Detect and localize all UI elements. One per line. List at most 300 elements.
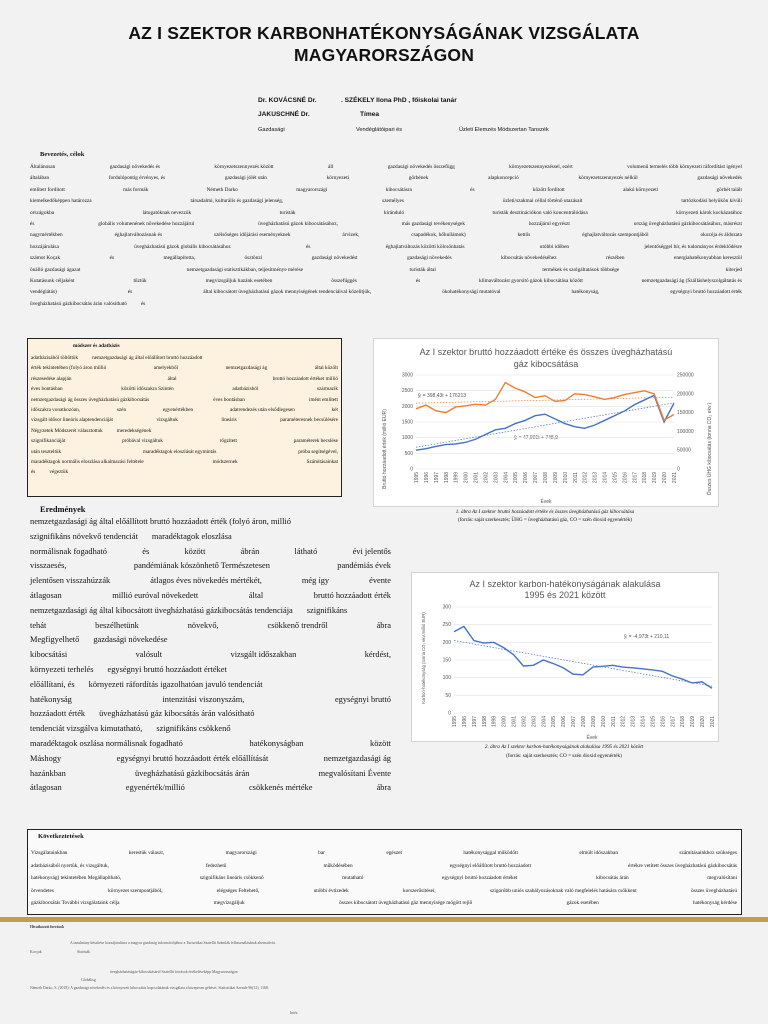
intro-segment: társadalmi, kulturális és gazdasági jelenség, [190, 198, 284, 205]
intro-segment: áll [328, 164, 334, 170]
chart-1-x-tick: 2018 [642, 471, 649, 484]
chart-2-x-tick: 2018 [680, 715, 687, 728]
intro-segment: turisták desztinációkon való koncentrálódása [492, 209, 588, 216]
intro-segment: egységnyi bruttó hozzáadott érték [670, 289, 742, 296]
intro-segment: látogatóknak nevezzük [142, 209, 192, 216]
results-segment: környezeti terhelés [30, 664, 94, 674]
intro-segment: Németh Darko [206, 186, 238, 193]
intro-segment: nagymértékben [30, 232, 63, 239]
chart-1-x-tick: 2002 [483, 471, 490, 484]
method-box [27, 338, 342, 497]
intro-segment: hozzájárul egyrészt [528, 221, 570, 228]
intro-segment: görbét talált [716, 186, 742, 193]
intro-segment: üvegházhatású gázkibocsátás árán valósítható [30, 300, 127, 307]
intro-segment: más formák [123, 186, 149, 193]
conclusions-segment: megvizsgáljuk [213, 900, 245, 907]
results-line [30, 707, 391, 722]
chart-2-y-tick: 0 [448, 710, 451, 717]
method-segment: és [31, 469, 36, 476]
method-line [31, 415, 338, 425]
chart-2-x-tick: 2014 [640, 715, 647, 728]
results-segment: üvegházhatású gázkibocsátás árán [135, 768, 250, 778]
intro-segment: környezetszennyezés között [214, 164, 274, 170]
method-segment: éves bontásban [213, 396, 245, 403]
chart-2-x-tick: 2004 [541, 715, 548, 728]
footnote-1: A tanulmány készítése hozzájárulásra a magyar gazdaság információjához a Turisztikai Szatellit Számlák felhasználásának alternatívái. [70, 941, 276, 945]
chart-1-x-tick: 2013 [592, 471, 599, 484]
intro-segment: volumenű termelés több környezeti ráfordítást igényel [627, 164, 742, 170]
intro-segment: üvegházhatású gázok globális kibocsátásához [134, 243, 231, 250]
results-line [30, 619, 391, 634]
chart-2-x-tick: 2009 [590, 715, 597, 728]
chart-1-caption-1: 1. ábra Az I szektor bruttó hozzáadott értéke és összes üvegházhatású gáz kibocsátása [455, 509, 635, 515]
chart-1-right-tick: 100000 [677, 428, 694, 435]
results-segment: szignifikáns növekvő tendenciát [30, 531, 138, 541]
chart-1-x-tick: 1996 [423, 471, 430, 484]
results-segment: maradéktagok oszlása normálisnak fogadható [30, 738, 183, 748]
results-segment: millió euróval növekedett [112, 590, 199, 600]
results-segment: egységnyi bruttó [334, 694, 391, 704]
conclusions-text [31, 847, 737, 910]
chart-1-x-tick: 2017 [632, 471, 639, 484]
chart-1-x-tick: 1997 [433, 471, 440, 484]
method-segment: nemzetgazdasági ág [225, 365, 268, 372]
results-segment: átlagosan [30, 590, 62, 600]
chart-2-x-tick: 2015 [650, 715, 657, 728]
results-line [30, 678, 391, 693]
intro-segment: tartózkodási helyükön kívüli [681, 198, 742, 205]
intro-segment: árvizek, [342, 232, 360, 239]
conclusions-line [31, 897, 737, 910]
chart-2-x-tick: 2013 [630, 715, 637, 728]
method-line [31, 384, 338, 394]
results-line [30, 604, 391, 619]
intro-line [30, 276, 742, 287]
chart-1-x-tick: 2004 [503, 471, 510, 484]
results-segment: szignifikáns [306, 605, 348, 615]
results-line [30, 693, 391, 708]
method-segment: végeztük [49, 469, 69, 476]
chart-1-eq-2: ŷᵢ = 47,901t + 748,9 [514, 435, 558, 441]
method-segment: vizsgált idősor lineáris alaptendenciáját [31, 417, 113, 424]
results-segment: maradéktagok eloszlása [151, 531, 232, 541]
chart-2-x-tick: 2008 [581, 715, 587, 728]
intro-segment: ökohatékonysági mutatóval [442, 289, 501, 296]
chart-1-x-tick: 2019 [652, 471, 659, 484]
results-segment: hatékonyságban [249, 738, 304, 748]
chart-2-x-tick: 1995 [452, 715, 458, 728]
method-segment: egyenértékben [162, 407, 194, 414]
conclusions-segment: számításainkhoz szükséges [679, 850, 737, 856]
method-line [31, 467, 338, 477]
chart-2-x-tick: 1997 [471, 715, 478, 728]
results-line [30, 737, 391, 752]
intro-heading: Bevezetés, célok [40, 151, 85, 158]
results-segment: bruttó hozzáadott érték [313, 590, 391, 600]
chart-1-x-tick: 1998 [443, 471, 450, 484]
chart-1-x-tick: 2010 [562, 471, 569, 484]
results-segment: tendenciát vizsgálva kimutatható, [30, 724, 143, 734]
results-segment: évente [369, 576, 391, 586]
results-text [30, 515, 391, 796]
intro-segment: kettős [517, 232, 531, 239]
method-segment: meredekségének [116, 427, 152, 434]
results-segment: normálisnak fogadható [30, 546, 107, 556]
conclusions-segment: hatékonyság kérdése [693, 900, 737, 907]
conclusions-segment: hatékonysággal működött [463, 850, 518, 856]
method-segment: Számításainkat [306, 459, 338, 466]
conclusions-segment: szignifikáns lineáris csökkenő [199, 875, 264, 882]
results-segment: környezeti ráfordítás igazolhatóan javuló tendenciát [88, 679, 263, 689]
chart-2-caption-1: 2. ábra Az I szektor karbon-hatékonyságának alakulása 1995 és 2021 között [484, 744, 644, 750]
conclusions-segment: mutatható [342, 875, 364, 882]
chart-1-right-tick: 0 [677, 466, 680, 473]
intro-segment: számot Koçak [30, 255, 61, 262]
intro-segment: éghajlatváltozás közötti kölcsönhatás [385, 243, 465, 250]
intro-segment: kibocsátásra [385, 186, 412, 193]
results-segment: kérdést, [364, 650, 391, 660]
intro-segment: Általánosan [30, 164, 56, 170]
intro-segment: vendéglátás) [30, 289, 57, 296]
results-line [30, 722, 391, 737]
results-segment: között [184, 546, 206, 556]
conclusions-segment: utóbbi évtizedek [313, 887, 349, 894]
intro-segment: üvegházhatású gázok kibocsátásához, [258, 221, 338, 228]
intro-segment: görbének [408, 175, 429, 182]
results-line [30, 559, 391, 574]
intro-segment: utóbbi időben [539, 243, 570, 250]
method-segment: paraméteresnek becsülésére [280, 417, 338, 424]
method-segment: nemzetgazdasági ág által előállított bruttó hozzáadott [92, 355, 203, 361]
results-line [30, 663, 391, 678]
intro-segment: kiránduló [383, 209, 405, 216]
method-segment: szignifikanciáját [31, 438, 66, 445]
chart-1-x-tick: 1995 [414, 471, 420, 484]
chart-1-ylabel-right: Összes ÜHG kibocsátás (tonna CO₂ ekv.) [707, 402, 713, 496]
chart-2-caption-2 [411, 753, 717, 759]
results-segment: hozzáadott érték [30, 709, 86, 719]
intro-line [30, 230, 742, 241]
chart-2-x-tick: 2003 [531, 715, 538, 728]
chart-2-x-tick: 2001 [511, 715, 518, 728]
intro-segment: és [140, 300, 146, 307]
author-3: JAKUSCHNÉ Dr. [258, 111, 310, 118]
method-segment: imént említett [309, 396, 338, 403]
conclusions-segment: korszerűsítései, [402, 887, 436, 894]
intro-segment: kiemelkedőképpen határozza [30, 198, 92, 205]
conclusions-segment: megvalósítani [707, 875, 737, 882]
intro-segment: fordulópontig érvényes, és [108, 175, 166, 182]
chart-1-left-tick: 0 [410, 466, 413, 473]
chart-2-ylabel: Karbon-hatékonyság (tonna CO₂ ekv./millió EUR) [421, 612, 426, 704]
method-line [31, 395, 338, 405]
author-4: Tímea [360, 111, 380, 118]
method-line [31, 426, 338, 436]
intro-segment: energiahatékonyabban keresztül [673, 255, 742, 262]
conclusions-segment: magyarországi [225, 850, 257, 856]
title-line-2: MAGYARORSZÁGON [293, 45, 475, 65]
footnote-2: Kocçak [30, 950, 42, 954]
chart-2-x-tick: 2006 [561, 715, 568, 728]
intro-segment: összefüggés [331, 278, 357, 285]
intro-segment: nemzetgazdasági ág (Szálláshelyszolgáltatás és [641, 278, 742, 285]
method-line [31, 436, 338, 446]
chart-2-x-tick: 2020 [700, 715, 707, 728]
intro-segment: és [306, 243, 311, 250]
chart-1-x-tick: 2009 [552, 471, 559, 484]
title-line-1: AZ I SZEKTOR KARBONHATÉKONYSÁGÁNAK VIZSGÁLATA [128, 23, 640, 43]
intro-segment: és [470, 186, 475, 193]
intro-segment: globális volumenének növekedése hozzájárul [98, 221, 195, 228]
intro-text [30, 162, 742, 310]
intro-segment: gazdasági növekedést [311, 255, 358, 262]
chart-1-right-tick: 150000 [677, 410, 694, 417]
method-segment: részesedése alapján [31, 375, 72, 382]
chart-1-series-line [416, 395, 674, 450]
intro-line [30, 185, 742, 196]
chart-2-x-tick: 2017 [670, 715, 677, 728]
results-segment: pandémiának köszönhető Természetesen [133, 561, 270, 571]
conclusions-segment: örvendetes [31, 887, 54, 894]
results-segment: hazánkban [30, 768, 66, 778]
chart-2-title-1: Az I szektor karbon-hatékonyságának alakulása [469, 579, 661, 589]
conclusions-segment: egészet [386, 850, 402, 856]
intro-line [30, 196, 742, 207]
conclusions-line [31, 860, 737, 873]
conclusions-segment: adatbázisából nyertük, és vizsgáltuk, [31, 862, 109, 869]
chart-2-x-tick: 1998 [481, 715, 488, 728]
intro-segment: alapkoncepció [488, 175, 519, 182]
chart-1-title-1: Az I szektor bruttó hozzáadott értéke és összes üvegházhatású [419, 347, 673, 357]
results-segment: és [142, 546, 150, 556]
results-segment: előállítani, és [30, 679, 75, 689]
intro-line [30, 265, 742, 276]
results-segment: által [248, 590, 264, 600]
chart-1-eq-1: ŷᵢ = 398,43t + 176213 [418, 393, 467, 399]
results-line [30, 648, 391, 663]
chart-2-x-tick: 2007 [571, 715, 578, 728]
intro-segment: és [127, 289, 133, 296]
chart-2-caption-2a: (forrás: saját szerkesztés; CO [506, 753, 567, 759]
method-line [31, 363, 338, 373]
conclusions-segment: fedezhető [205, 862, 227, 869]
intro-line [30, 219, 742, 230]
results-segment: Megfigyelhető [30, 635, 80, 645]
method-segment: származik [316, 386, 338, 393]
intro-line [30, 162, 742, 173]
method-segment: módszernek [212, 459, 238, 466]
results-segment: csökkenés mértéke [248, 783, 313, 793]
chart-1-caption-2b: = szén dioxid egyenérték) [578, 517, 633, 523]
intro-segment: megvizsgáljuk hazánk esetében [205, 278, 273, 285]
chart-1-title-2: gáz kibocsátása [513, 359, 579, 369]
intro-line [30, 208, 742, 219]
chart-1-left-tick: 1500 [401, 419, 413, 426]
results-segment: valósult [135, 650, 163, 660]
chart-2-title-2: 1995 és 2021 között [524, 590, 606, 600]
chart-2-x-tick: 2005 [551, 715, 558, 728]
results-line [30, 515, 391, 530]
chart-1-right-tick: 250000 [677, 372, 694, 379]
chart-1-left-tick: 2500 [401, 388, 413, 395]
intro-segment: csapadékok, hőhullámok) [411, 232, 466, 239]
results-segment: ábra [376, 620, 391, 630]
conclusions-segment: összes üvegházhatású [690, 887, 737, 894]
chart-2-eq: ŷᵢ = -4,973t + 210,11 [624, 634, 670, 640]
results-segment: látható [294, 546, 318, 556]
conclusions-segment: elmúlt időszakban [579, 850, 619, 856]
method-segment: érték tekintetében (folyó áron millió [31, 365, 107, 372]
results-line [30, 767, 391, 782]
results-line [30, 574, 391, 589]
conclusions-segment: szigorúbb uniós szabályozásoknak való megfelelés hatására csökkent [489, 887, 637, 894]
chart-2-caption-2b: = szén dioxid egyenérték) [568, 753, 622, 759]
intro-segment: ösztönzi [244, 255, 263, 262]
intro-segment: önálló gazdasági ágazat [30, 266, 81, 273]
method-segment: után teszteltük [31, 448, 62, 455]
results-segment: Máshogy [30, 753, 62, 763]
results-segment: visszaesés, [30, 561, 67, 571]
chart-1-xlabel: Évek [540, 499, 552, 505]
poster-title [0, 22, 768, 66]
intro-segment: gazdasági növekedés [407, 255, 452, 262]
method-segment: nemzetgazdasági ág összes üvegházhatású gázkibocsátás [31, 396, 150, 403]
results-line [30, 530, 391, 545]
affiliation-3: Üzleti Elemzés Módszertan Tanszék [459, 127, 549, 133]
results-segment: egyenérték/millió [125, 783, 185, 793]
chart-1-x-tick: 2015 [612, 471, 619, 484]
conclusions-segment: működésében [323, 862, 353, 869]
intro-segment: gazdasági növekedés és [109, 164, 160, 170]
results-heading: Eredmények [40, 505, 86, 514]
intro-segment: magyarországi [296, 186, 328, 193]
intro-segment: kibocsátás növekedéséhez [501, 255, 557, 262]
intro-segment: nemzetgazdasági statisztikákban, teljesítménye mérése [186, 266, 303, 273]
method-segment: két [331, 407, 338, 414]
method-segment: által közölt [314, 365, 338, 372]
chart-2-x-tick: 2019 [690, 715, 697, 728]
intro-segment: kiterjed [725, 266, 742, 273]
intro-segment: szélsőséges időjárási eseményeknek [214, 232, 291, 239]
chart-1-x-tick: 2012 [582, 471, 589, 484]
method-line [31, 405, 338, 415]
results-segment: szignifikáns csökkenő [156, 724, 231, 734]
intro-segment: általában [30, 175, 50, 182]
results-segment: évi jelentős [352, 546, 391, 556]
chart-1-x-tick: 2003 [493, 471, 500, 484]
intro-segment: turisták [279, 209, 296, 216]
footnote-7: Intéz [290, 1011, 298, 1015]
intro-segment: okozója és áldozata [700, 232, 742, 239]
footer-divider [0, 917, 768, 922]
conclusions-segment: környezet szempontjából, [108, 887, 163, 894]
results-segment: hatékonyság [30, 694, 72, 704]
conclusions-segment: bar [318, 850, 325, 856]
conclusions-line [31, 847, 737, 860]
results-segment: üvegházhatású gáz kibocsátás árán valósítható [99, 709, 255, 719]
method-segment: időszakra vonatkozóan, [31, 407, 80, 414]
intro-segment: ország üvegházhatású gázkibocsátásához, másrészt [633, 221, 742, 228]
intro-segment: és [30, 221, 35, 228]
intro-line [30, 287, 742, 298]
chart-1-x-tick: 2020 [662, 471, 669, 484]
method-segment: adatbázisból [232, 386, 259, 393]
intro-segment: üzleti/szakmai céllal történő utazásait [502, 198, 583, 205]
author-1: Dr. KOVÁCSNÉ Dr. [258, 97, 317, 104]
intro-segment: és [415, 278, 421, 285]
method-heading: módszer és adatbázis [73, 343, 120, 349]
conclusions-segment: értékre vetített összes üvegházhatású gázkibocsátás [628, 862, 737, 869]
chart-1-left-tick: 2000 [401, 403, 413, 410]
method-segment: lineáris [221, 417, 237, 424]
method-segment: adatbázisából töltöttük [31, 355, 79, 361]
results-segment: vizsgált időszakban [230, 650, 297, 660]
results-segment: gazdasági növekedése [93, 635, 168, 645]
results-segment: egységnyi bruttó hozzáadott érték előállítását [116, 753, 269, 763]
intro-segment: megállapította, [163, 255, 196, 262]
footnote-4: Globálisg [81, 978, 96, 982]
method-segment: bruttó hozzáadott értéket millió [272, 375, 338, 382]
chart-1-x-tick: 2014 [602, 471, 609, 484]
conclusions-segment: gázok esetében [566, 900, 599, 907]
chart-2-x-tick: 2021 [710, 715, 716, 728]
chart-1-x-tick: 2001 [473, 471, 480, 484]
conclusions-segment: egységnyi előállított bruttó hozzáadott [449, 862, 532, 869]
intro-segment: éghajlatváltozás szempontjából [582, 232, 649, 239]
method-line [31, 353, 338, 363]
method-segment: próba segítségével, [298, 448, 338, 455]
chart-2-x-tick: 2011 [610, 716, 617, 727]
chart-2-trendline [454, 640, 712, 686]
conclusions-segment: elégséges Feltehető, [216, 887, 260, 894]
chart-2-x-tick: 1996 [461, 715, 468, 728]
chart-1-x-tick: 2021 [672, 471, 678, 484]
intro-segment: országokba [30, 209, 55, 216]
chart-2-x-tick: 2016 [660, 715, 667, 728]
footnote-3: Statisták [77, 950, 91, 954]
method-segment: rögzített [219, 438, 237, 445]
chart-1-left-tick: 1000 [401, 435, 413, 442]
results-line [30, 633, 391, 648]
intro-segment: gazdasági növekedés összefügg [387, 164, 455, 170]
method-segment: maradéktagok normális eloszlása alkalmazási feltétele [31, 459, 144, 466]
affiliation-1: Gazdasági [258, 127, 285, 133]
author-2: . SZÉKELY Ilona PhD , főiskolai tanár [341, 97, 457, 104]
results-line [30, 545, 391, 560]
conclusions-line [31, 885, 737, 898]
results-segment: még így [301, 576, 330, 586]
results-segment: intenzitási viszonyszám, [162, 694, 245, 704]
results-segment: ábrán [240, 546, 260, 556]
results-segment: nemzetgazdasági ág által kibocsátott üvegházhatású gázkibocsátás tendenciája [30, 605, 293, 615]
chart-2 [411, 572, 719, 742]
method-text [31, 353, 338, 478]
method-segment: által [167, 375, 177, 382]
method-segment: amelyekből [153, 365, 178, 372]
results-segment: tehát [30, 620, 47, 630]
intro-segment: turisták által [409, 266, 436, 273]
conclusions-segment: kibocsátás árán [596, 875, 629, 882]
footnote-5: üvegházhatásúgáz-kibocsátásáról Szatellit források értékeléseképp Magyarországon [110, 970, 238, 974]
intro-segment: alakú környezeti [623, 186, 659, 193]
chart-1-caption-2a: (forrás: saját szerkesztés; ÜHG = üvegházhatású gáz, CO [457, 517, 577, 523]
results-segment: beszélhetünk [95, 620, 139, 630]
method-segment: közötti időszakra Szintén [121, 386, 174, 393]
chart-2-y-tick: 250 [442, 622, 451, 629]
intro-segment: gazdasági növekedés [697, 175, 742, 182]
intro-segment: hatékonyság, [571, 289, 600, 296]
intro-segment: és [109, 255, 115, 262]
